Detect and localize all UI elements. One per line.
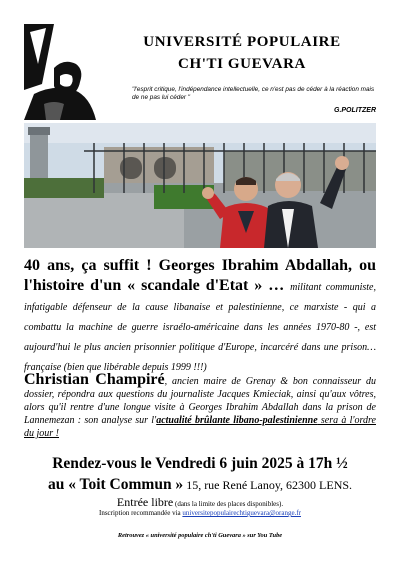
event-photo xyxy=(24,123,376,248)
event-date: Rendez-vous le Vendredi 6 juin 2025 à 17h ½ xyxy=(52,455,348,472)
event-address: 15, rue René Lanoy, 62300 LENS. xyxy=(183,478,353,492)
highlight-topic: actualité brûlante libano-palestinienne xyxy=(156,415,318,426)
youtube-footer: Retrouvez « université populaire ch'ti Guevara » sur You Tube xyxy=(117,532,283,539)
headline xyxy=(24,256,376,376)
speaker-name: Christian Champiré xyxy=(24,371,165,388)
speaker-closing: sera à l'ordre du jour ! xyxy=(24,415,376,439)
che-guevara-logo xyxy=(24,24,96,120)
event-venue-line xyxy=(24,476,376,494)
org-title-line1: UNIVERSITÉ POPULAIRE xyxy=(143,34,341,50)
headline-title: 40 ans, ça suffit ! Georges Ibrahim Abdallah, ou l'histoire d'un « scandale d'Etat » … xyxy=(24,257,376,294)
quote-author: G.POLITZER xyxy=(334,107,376,114)
speaker-bio: , ancien maire de Grenay & bon connaisseur du dossier, répondra aux questions du journaliste Jacques Kmieciak, ainsi qu'aux vôtres, alors qu'il rentre d'une longue visite à Georges Ibrahim Abdallah dans la prison de Lannemezan : son analyse sur l' xyxy=(24,376,377,426)
header xyxy=(24,24,376,120)
speaker-paragraph xyxy=(24,373,376,440)
entry-label: Entrée libre xyxy=(116,495,174,509)
headline-description: militant communiste, infatigable défenseur de la cause libanaise et palestinienne, ce marxiste - qui a combattu la machine de guerre israélo-américaine dans les années 1970-80 -, est aujourd'hui le plus ancien prisonnier politique d'Europe, incarcéré dans une prison… française (bien que libérable depuis 1999 !!!) xyxy=(24,282,376,373)
contact-email-link[interactable]: universitepopulairechtiguevara@orange.fr xyxy=(182,509,301,517)
entry-line xyxy=(24,495,376,510)
org-title-line2: CH'TI GUEVARA xyxy=(178,56,306,72)
entry-note: (dans la limite des places disponibles). xyxy=(173,500,284,508)
registration-line xyxy=(24,509,376,517)
registration-label: Inscription recommandée via xyxy=(99,509,183,517)
event-venue: au « Toit Commun » xyxy=(47,476,184,493)
politzer-quote: "l'esprit critique, l'indépendance intellectuelle, ce n'est pas de céder à la réaction mais de ne pas lui céder " xyxy=(132,86,375,101)
